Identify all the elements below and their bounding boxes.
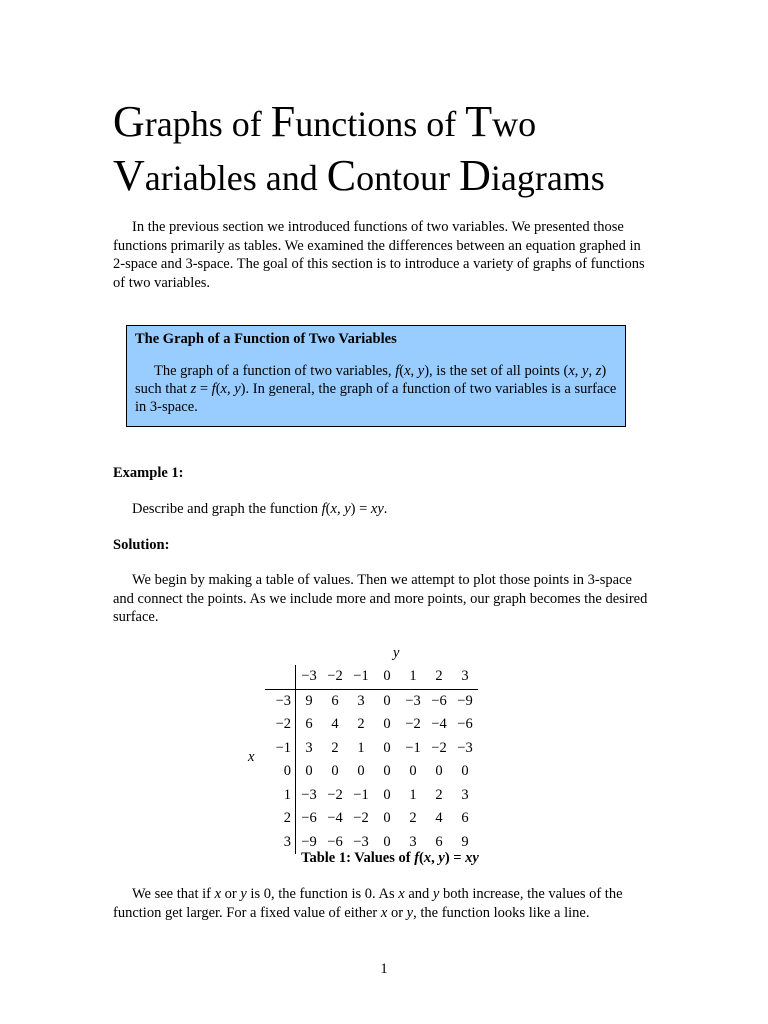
text-run: C bbox=[326, 151, 357, 200]
text-run: ( bbox=[215, 381, 221, 397]
text-run: ( bbox=[419, 850, 424, 866]
text-run: . bbox=[383, 501, 388, 517]
table-cell: 0 bbox=[435, 763, 443, 780]
table-row bbox=[265, 737, 478, 761]
table-corner bbox=[265, 665, 296, 689]
text-run: = bbox=[196, 381, 212, 397]
math-variable: x bbox=[398, 886, 405, 902]
text-run: G bbox=[113, 97, 145, 146]
table-cell: −3 bbox=[405, 692, 421, 709]
text-run: , bbox=[226, 381, 235, 397]
table-cell: 0 bbox=[461, 763, 469, 780]
table-cell: 0 bbox=[305, 763, 313, 780]
table-cell: 6 bbox=[435, 833, 443, 850]
table-cell: −1 bbox=[405, 739, 421, 756]
text-run: ) = bbox=[444, 850, 466, 866]
math-variable: f bbox=[211, 381, 216, 397]
math-variable: y bbox=[406, 904, 414, 921]
table-cell: −2 bbox=[327, 786, 343, 803]
page-number: 1 bbox=[380, 961, 388, 977]
math-variable: x bbox=[423, 850, 432, 866]
math-variable: x bbox=[404, 363, 411, 379]
y-axis-label: y bbox=[393, 645, 400, 661]
column-header: 2 bbox=[426, 665, 452, 689]
math-variable: x bbox=[380, 904, 388, 921]
row-header: −2 bbox=[265, 713, 296, 737]
table-cell: 0 bbox=[357, 763, 365, 780]
math-variable: z bbox=[190, 381, 197, 397]
solution-paragraph: We begin by making a table of values. Then we attempt to plot those points in 3-space and connect the points. As we include more and more points, our graph becomes the desired surface. bbox=[113, 572, 648, 625]
intro-paragraph: In the previous section we introduced functions of two variables. We presented those functions primarily as tables. We examined the differences between an equation graphed in 2-space and 3-space. The goal of this section is to introduce a variety of graphs of functions of two variables. bbox=[113, 219, 645, 291]
text-run: ) such that bbox=[135, 363, 607, 397]
table-cell: −2 bbox=[405, 716, 421, 733]
math-variable: f bbox=[321, 501, 326, 517]
closing-paragraph bbox=[113, 885, 653, 922]
column-header: 3 bbox=[452, 665, 478, 689]
table-cell: −2 bbox=[353, 810, 369, 827]
text-run: wo bbox=[492, 104, 537, 144]
table-cell: −6 bbox=[327, 833, 343, 850]
text-run: The graph of a function of two variables, bbox=[154, 363, 396, 379]
row-header: 3 bbox=[265, 831, 296, 855]
table-row bbox=[265, 807, 478, 831]
text-run: , the function looks like a line. bbox=[413, 904, 590, 921]
table-cell: −6 bbox=[301, 810, 317, 827]
table-cell: 3 bbox=[409, 833, 417, 850]
example-text bbox=[113, 500, 653, 519]
table-cell: −1 bbox=[353, 786, 369, 803]
row-header: 1 bbox=[265, 784, 296, 808]
table-cell: 3 bbox=[305, 739, 313, 756]
title-line-2 bbox=[113, 151, 605, 200]
values-table-figure bbox=[240, 645, 540, 870]
table-cell: 4 bbox=[331, 716, 339, 733]
table-cell: −6 bbox=[431, 692, 447, 709]
table-cell: 0 bbox=[409, 763, 417, 780]
math-variable: xy bbox=[370, 501, 384, 517]
text-run: and bbox=[404, 886, 433, 902]
math-variable: f bbox=[395, 363, 400, 379]
table-header-row bbox=[265, 665, 478, 689]
table-cell: −2 bbox=[431, 739, 447, 756]
text-run: raphs of bbox=[144, 104, 271, 144]
table-body bbox=[265, 689, 478, 854]
text-run: is 0, the function is 0. As bbox=[246, 886, 399, 902]
example-heading: Example 1: bbox=[113, 465, 184, 481]
text-run: ontour bbox=[356, 158, 460, 198]
text-run: or bbox=[221, 886, 241, 902]
math-variable: y bbox=[438, 850, 445, 866]
column-header: −3 bbox=[296, 665, 323, 689]
math-variable: x bbox=[220, 381, 227, 397]
column-header: 0 bbox=[374, 665, 400, 689]
table-cell: 1 bbox=[409, 786, 417, 803]
table-row bbox=[265, 713, 478, 737]
text-run: , bbox=[588, 363, 596, 379]
text-run: D bbox=[459, 151, 491, 200]
table-cell: 0 bbox=[331, 763, 339, 780]
math-variable: y bbox=[234, 381, 241, 397]
math-variable: x bbox=[568, 363, 575, 379]
table-cell: 6 bbox=[461, 810, 469, 827]
text-run: , bbox=[431, 850, 439, 866]
text-run: Table 1: Values of bbox=[301, 850, 415, 866]
table-cell: 3 bbox=[461, 786, 469, 803]
math-variable: y bbox=[417, 363, 425, 379]
table-cell: 0 bbox=[383, 716, 391, 733]
text-run: or bbox=[387, 904, 407, 921]
table-row bbox=[265, 760, 478, 784]
table-cell: 2 bbox=[409, 810, 417, 827]
table-cell: 2 bbox=[331, 739, 339, 756]
text-run: , bbox=[574, 363, 583, 379]
table-cell: 1 bbox=[357, 739, 365, 756]
text-run: We see that if bbox=[132, 886, 215, 902]
table-cell: 6 bbox=[305, 716, 313, 733]
table-cell: 9 bbox=[305, 692, 313, 709]
math-variable: y bbox=[432, 886, 440, 902]
row-header: −1 bbox=[265, 737, 296, 761]
row-header: −3 bbox=[265, 689, 296, 713]
text-run: , bbox=[410, 363, 418, 379]
table-cell: 0 bbox=[383, 763, 391, 780]
text-run: ariables and bbox=[144, 158, 327, 198]
table-cell: 4 bbox=[435, 810, 443, 827]
table-cell: 2 bbox=[435, 786, 443, 803]
text-run: T bbox=[465, 97, 493, 146]
table-cell: −3 bbox=[301, 786, 317, 803]
x-axis-label: x bbox=[248, 749, 255, 765]
table-cell: 3 bbox=[357, 692, 365, 709]
table-cell: 0 bbox=[383, 786, 391, 803]
math-variable: x bbox=[330, 501, 337, 517]
math-variable: xy bbox=[465, 850, 479, 866]
text-run: ( bbox=[325, 501, 331, 517]
table-cell: 0 bbox=[383, 810, 391, 827]
table-cell: 2 bbox=[357, 716, 365, 733]
table-row bbox=[265, 689, 478, 713]
table-cell: 0 bbox=[383, 692, 391, 709]
math-variable: y bbox=[240, 886, 247, 902]
text-run: , bbox=[336, 501, 345, 517]
text-run: Describe and graph the function bbox=[132, 501, 322, 517]
title-line-1 bbox=[113, 97, 537, 146]
column-header: 1 bbox=[400, 665, 426, 689]
definition-title: The Graph of a Function of Two Variables bbox=[135, 331, 397, 347]
table-cell: 6 bbox=[331, 692, 339, 709]
solution-heading: Solution: bbox=[113, 537, 170, 553]
values-table bbox=[265, 665, 478, 854]
column-header: −1 bbox=[348, 665, 374, 689]
text-run: ), is the set of all points ( bbox=[424, 363, 569, 379]
text-run: both increase, the values of the function get larger. For a fixed value of either bbox=[113, 886, 623, 921]
table-cell: 9 bbox=[461, 833, 469, 850]
text-run: unctions of bbox=[295, 104, 466, 144]
table-cell: 0 bbox=[383, 739, 391, 756]
table-cell: −4 bbox=[431, 716, 447, 733]
table-cell: −9 bbox=[457, 692, 473, 709]
page-title bbox=[113, 96, 673, 204]
math-variable: y bbox=[582, 363, 589, 379]
text-run: ) = bbox=[350, 501, 371, 517]
row-header: 0 bbox=[265, 760, 296, 784]
table-cell: −4 bbox=[327, 810, 343, 827]
math-variable: y bbox=[344, 501, 351, 517]
table-caption bbox=[240, 850, 540, 867]
math-variable: z bbox=[595, 363, 602, 379]
column-header: −2 bbox=[322, 665, 348, 689]
text-run: iagrams bbox=[490, 158, 605, 198]
text-run: ). In general, the graph of a function of two variables is a surface in 3-space. bbox=[135, 381, 617, 415]
row-header: 2 bbox=[265, 807, 296, 831]
math-variable: f bbox=[414, 850, 420, 866]
definition-box bbox=[126, 325, 626, 427]
table-cell: −9 bbox=[301, 833, 317, 850]
table-cell: −3 bbox=[457, 739, 473, 756]
table-row bbox=[265, 784, 478, 808]
text-run: ( bbox=[399, 363, 405, 379]
math-variable: x bbox=[214, 886, 222, 902]
table-cell: −3 bbox=[353, 833, 369, 850]
definition-text bbox=[135, 362, 617, 416]
table-cell: −6 bbox=[457, 716, 473, 733]
table-cell: 0 bbox=[383, 833, 391, 850]
text-run: F bbox=[270, 97, 296, 146]
text-run: V bbox=[113, 151, 145, 200]
